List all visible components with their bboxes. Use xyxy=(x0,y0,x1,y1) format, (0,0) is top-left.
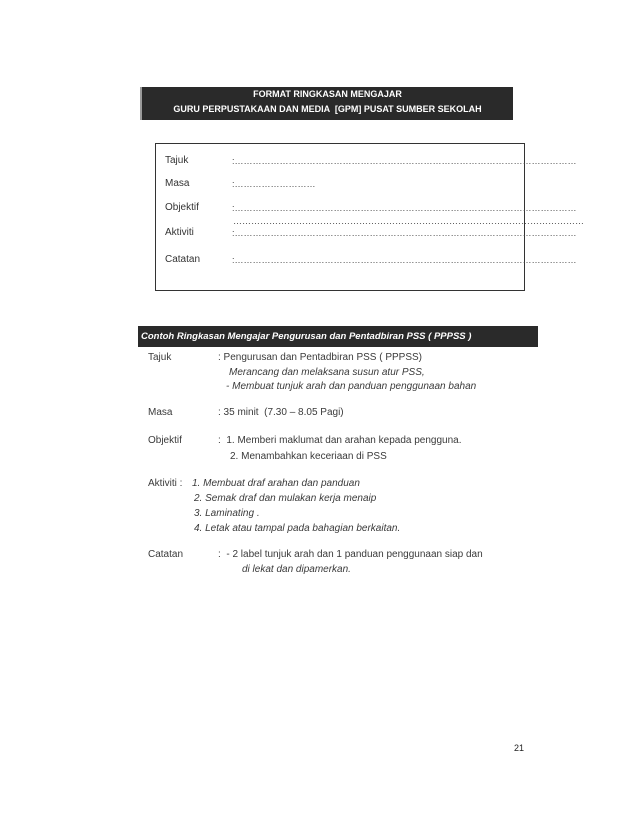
page-number: 21 xyxy=(514,743,525,753)
example-value-aktiviti: 1. Membuat draf arahan dan panduan xyxy=(192,478,360,489)
example-label-objektif: Objektif xyxy=(148,435,182,446)
form-header-bar xyxy=(140,87,513,120)
form-subtitle: GURU PERPUSTAKAAN DAN MEDIA [GPM] PUSAT SUMBER SEKOLAH xyxy=(173,104,482,114)
form-title: FORMAT RINGKASAN MENGAJAR xyxy=(253,89,402,99)
example-aktiviti-line: 4. Letak atau tampal pada bahagian berkaitan. xyxy=(194,523,401,534)
example-label-aktiviti: Aktiviti : xyxy=(148,478,183,489)
form-field-catatan: :…………………………………………………………………………………………………… xyxy=(232,255,577,265)
form-label-objektif: Objektif xyxy=(165,202,199,213)
example-heading: Contoh Ringkasan Mengajar Pengurusan dan Pentadbiran PSS ( PPPSS ) xyxy=(141,331,472,342)
example-aktiviti-line: 2. Semak draf dan mulakan kerja menaip xyxy=(194,493,377,504)
example-tajuk-line: - Membuat tunjuk arah dan panduan penggunaan bahan xyxy=(226,381,477,392)
example-catatan-line: di lekat dan dipamerkan. xyxy=(242,564,351,575)
example-value-catatan: : - 2 label tunjuk arah dan 1 panduan penggunaan siap dan xyxy=(218,549,483,560)
example-heading-bar xyxy=(138,326,538,347)
example-value-masa: : 35 minit (7.30 – 8.05 Pagi) xyxy=(218,407,344,418)
example-label-masa: Masa xyxy=(148,407,173,418)
form-field-masa: :……………………… xyxy=(232,179,316,189)
form-label-tajuk: Tajuk xyxy=(165,155,189,166)
form-field-objektif: :…………………………………………………………………………………………………… xyxy=(232,203,577,213)
example-label-tajuk: Tajuk xyxy=(148,352,172,363)
example-tajuk-line: Merancang dan melaksana susun atur PSS, xyxy=(229,367,425,378)
form-label-aktiviti: Aktiviti xyxy=(165,227,194,238)
example-value-objektif: : 1. Memberi maklumat dan arahan kepada pengguna. xyxy=(218,435,462,446)
form-field-tajuk: :…………………………………………………………………………………………………… xyxy=(232,156,577,166)
example-objektif-line: 2. Menambahkan keceriaan di PSS xyxy=(230,451,387,462)
form-field-objektif-continuation: ……………………………………………………………………………………………………… xyxy=(233,216,584,226)
form-label-masa: Masa xyxy=(165,178,190,189)
example-aktiviti-line: 3. Laminating . xyxy=(194,508,260,519)
example-label-catatan: Catatan xyxy=(148,549,184,560)
form-field-aktiviti: :…………………………………………………………………………………………………… xyxy=(232,228,577,238)
form-label-catatan: Catatan xyxy=(165,254,201,265)
example-value-tajuk: : Pengurusan dan Pentadbiran PSS ( PPPSS) xyxy=(218,352,423,363)
